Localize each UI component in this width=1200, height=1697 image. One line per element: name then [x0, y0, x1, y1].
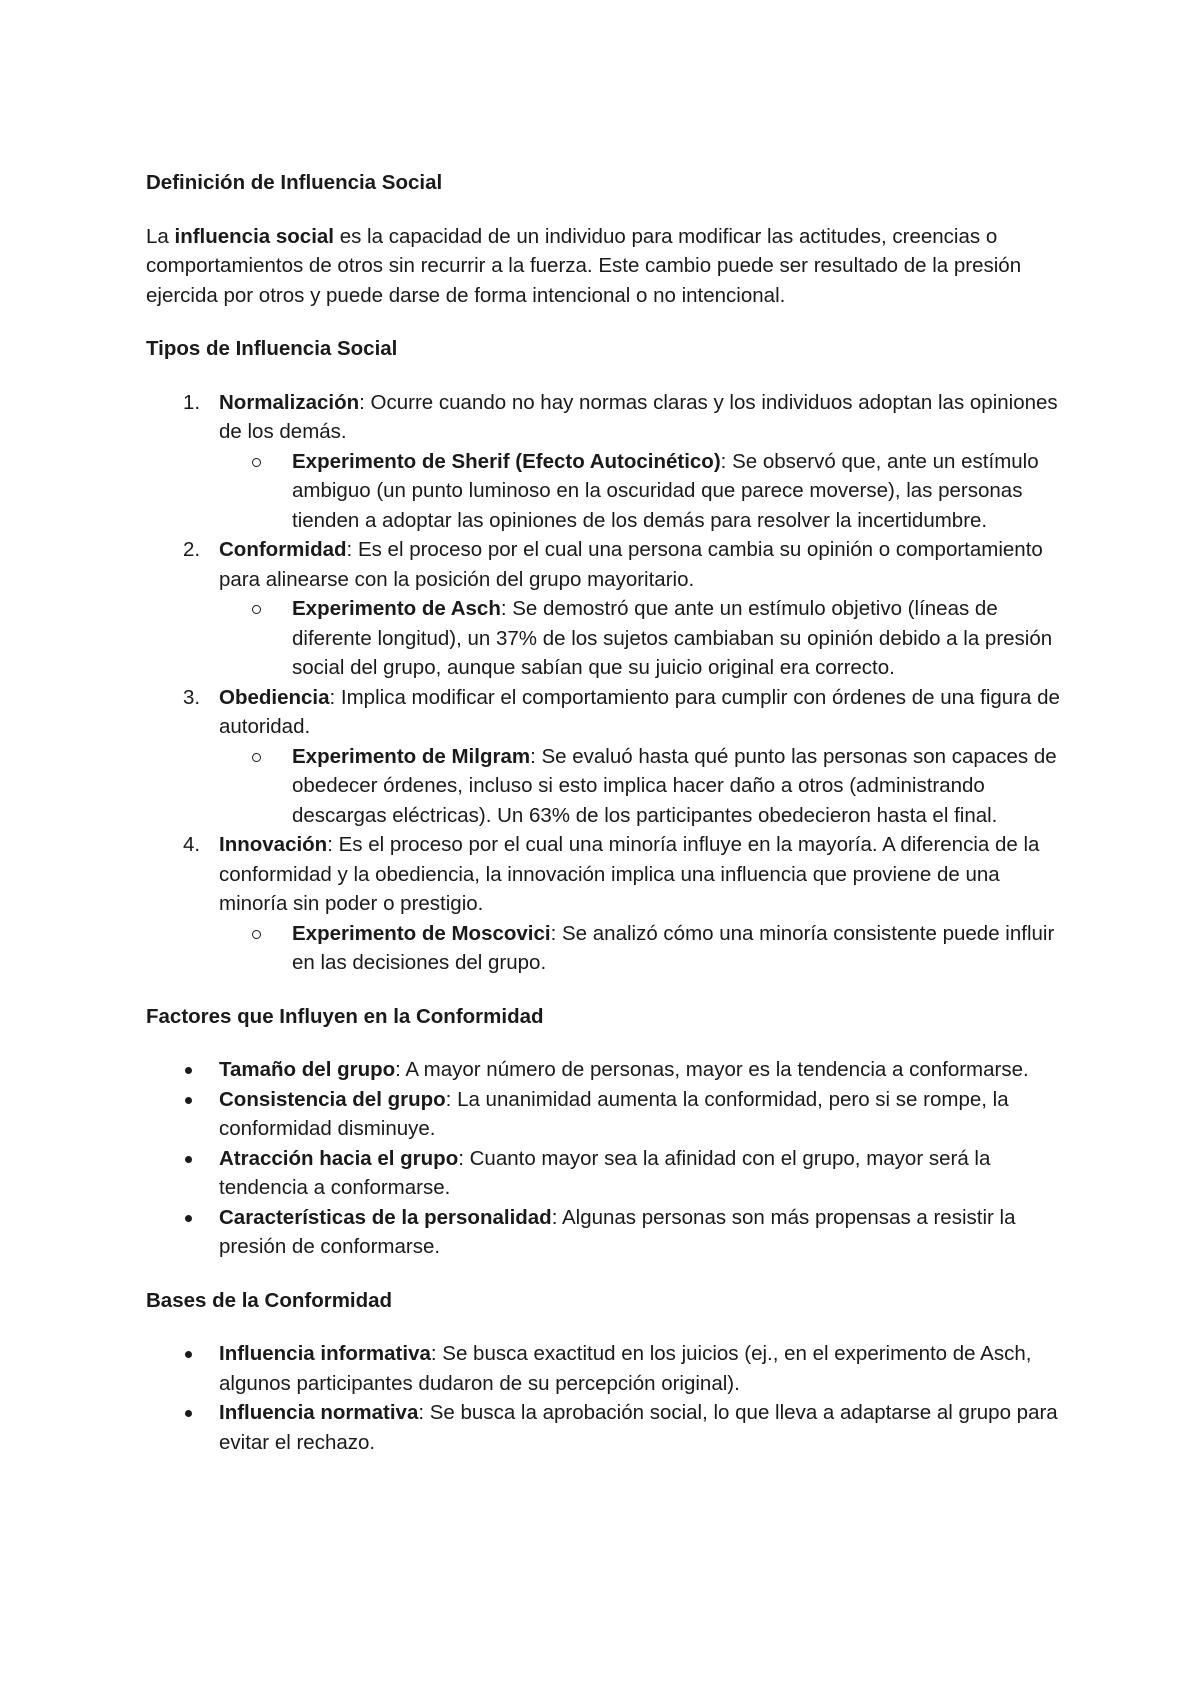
- list-item: [146, 830, 1066, 978]
- hollow-bullet-icon: [252, 930, 261, 939]
- hollow-bullet-icon: [252, 753, 261, 762]
- intro-paragraph: [146, 222, 1066, 311]
- sub-item-text: : Se analizó cómo una minoría consistente puede influir en las decisiones del grupo.: [292, 921, 1055, 974]
- item-term: Influencia informativa: [219, 1342, 431, 1365]
- list-number: 2.: [183, 538, 201, 561]
- section-title-factores: Factores que Influyen en la Conformidad: [146, 1004, 544, 1028]
- sub-list-item: [219, 594, 1066, 683]
- list-item: [146, 1339, 1066, 1398]
- section-title-tipos: Tipos de Influencia Social: [146, 337, 398, 360]
- bases-list: [146, 1339, 1066, 1457]
- item-text: : A mayor número de personas, mayor es la tendencia a conformarse.: [395, 1058, 1029, 1081]
- sub-list: [219, 594, 1066, 683]
- intro-bold-term: influencia social: [174, 224, 334, 248]
- tipos-list: [146, 388, 1066, 978]
- sub-item-text: : Se evaluó hasta qué punto las personas son capaces de obedecer órdenes, incluso si esto implica hacer daño a otros (administrando descargas eléctricas). Un 63% de los participantes obedecieron hasta el final.: [292, 744, 1057, 827]
- item-text: : Es el proceso por el cual una minoría influye en la mayoría. A diferencia de la conformidad y la obediencia, la innovación implica una influencia que proviene de una minoría sin poder o prestigio.: [219, 833, 1040, 915]
- list-item: [146, 535, 1066, 683]
- hollow-bullet-icon: [252, 605, 261, 614]
- item-text: : La unanimidad aumenta la conformidad, pero si se rompe, la conformidad disminuye.: [219, 1087, 1009, 1140]
- sub-item-text: : Se demostró que ante un estímulo objetivo (líneas de diferente longitud), un 37% de los sujetos cambiaban su opinión debido a la presión social del grupo, aunque sabían que su juicio original era correcto.: [292, 597, 1053, 679]
- factores-list: [146, 1055, 1066, 1262]
- item-text: : Se busca la aprobación social, lo que lleva a adaptarse al grupo para evitar el rechazo.: [219, 1401, 1058, 1454]
- sub-list: [219, 447, 1066, 536]
- list-item: [146, 388, 1066, 536]
- bullet-icon: [185, 1351, 192, 1358]
- sub-item-term: Experimento de Sherif (Efecto Autocinético): [292, 449, 721, 473]
- list-number: 3.: [183, 685, 201, 709]
- sub-item-text: : Se observó que, ante un estímulo ambiguo (un punto luminoso en la oscuridad que parece moverse), las personas tienden a adoptar las opiniones de los demás para resolver la incertidumbre.: [292, 449, 1039, 532]
- section-title-bases: Bases de la Conformidad: [146, 1288, 393, 1312]
- item-text: : Algunas personas son más propensas a resistir la presión de conformarse.: [219, 1205, 1016, 1258]
- list-item: [146, 1085, 1066, 1144]
- sub-item-term: Experimento de Asch: [292, 597, 501, 620]
- list-item: [146, 1203, 1066, 1262]
- bullet-icon: [185, 1410, 192, 1417]
- sub-list-item: [219, 919, 1066, 978]
- item-text: : Implica modificar el comportamiento para cumplir con órdenes de una figura de autoridad.: [219, 685, 1060, 738]
- item-text: : Cuanto mayor sea la afinidad con el grupo, mayor será la tendencia a conformarse.: [219, 1146, 991, 1199]
- sub-item-term: Experimento de Moscovici: [292, 921, 551, 945]
- item-term: Influencia normativa: [219, 1401, 419, 1424]
- hollow-bullet-icon: [252, 458, 261, 467]
- bullet-icon: [185, 1097, 192, 1104]
- list-number: 4.: [183, 833, 201, 856]
- sub-list-item: [219, 447, 1066, 536]
- item-term: Atracción hacia el grupo: [219, 1146, 459, 1170]
- intro-before: La: [146, 224, 175, 248]
- intro-after: es la capacidad de un individuo para modificar las actitudes, creencias o comportamientos de otros sin recurrir a la fuerza. Este cambio puede ser resultado de la presión ejercida por otros y puede darse de forma intencional o no intencional.: [146, 224, 1022, 307]
- item-term: Innovación: [219, 833, 328, 856]
- section-title-definicion: Definición de Influencia Social: [146, 171, 443, 194]
- bullet-icon: [185, 1067, 192, 1074]
- item-term: Conformidad: [219, 538, 347, 561]
- sub-list: [219, 919, 1066, 978]
- list-item: [146, 1144, 1066, 1203]
- item-term: Obediencia: [219, 685, 330, 709]
- list-item: [146, 683, 1066, 831]
- sub-list: [219, 742, 1066, 831]
- list-item: [146, 1398, 1066, 1457]
- item-text: : Ocurre cuando no hay normas claras y los individuos adoptan las opiniones de los demás.: [219, 390, 1058, 443]
- list-number: 1.: [183, 390, 201, 414]
- item-text: : Es el proceso por el cual una persona cambia su opinión o comportamiento para alinearse con la posición del grupo mayoritario.: [219, 538, 1043, 591]
- item-text: : Se busca exactitud en los juicios (ej., en el experimento de Asch, algunos participantes dudaron de su percepción original).: [219, 1342, 1032, 1395]
- list-item: [146, 1055, 1066, 1085]
- item-term: Consistencia del grupo: [219, 1087, 446, 1111]
- sub-list-item: [219, 742, 1066, 831]
- bullet-icon: [185, 1156, 192, 1163]
- item-term: Tamaño del grupo: [219, 1058, 396, 1081]
- item-term: Normalización: [219, 390, 360, 414]
- item-term: Características de la personalidad: [219, 1205, 552, 1229]
- sub-item-term: Experimento de Milgram: [292, 744, 531, 768]
- bullet-icon: [185, 1215, 192, 1222]
